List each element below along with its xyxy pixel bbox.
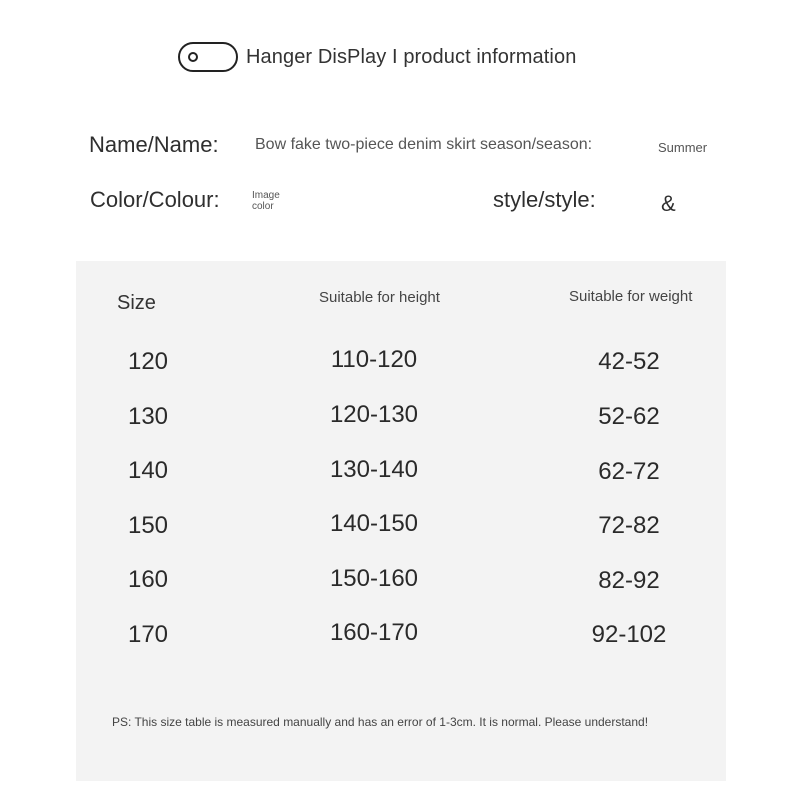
page-title: Hanger DisPlay I product information	[246, 45, 577, 68]
cell-height: 150-160	[329, 565, 419, 592]
header-size: Size	[117, 292, 156, 314]
header-height: Suitable for height	[319, 289, 440, 306]
cell-weight: 72-82	[598, 512, 660, 539]
size-table	[76, 261, 726, 781]
cell-size: 150	[127, 512, 169, 539]
header-weight: Suitable for weight	[569, 288, 693, 305]
name-value: Bow fake two-piece denim skirt season/season:	[255, 136, 593, 153]
color-value-line2: color	[252, 201, 274, 212]
cell-weight: 62-72	[598, 458, 660, 485]
cell-height: 160-170	[329, 619, 419, 646]
disclaimer-note: PS: This size table is measured manually and has an error of 1-3cm. It is normal. Please understand!	[112, 715, 649, 729]
cell-height: 130-140	[329, 456, 419, 483]
cell-height: 120-130	[329, 401, 419, 428]
season-value: Summer	[658, 140, 708, 155]
style-label: style/style:	[493, 187, 596, 212]
cell-height: 140-150	[329, 510, 419, 537]
color-value	[252, 190, 280, 212]
cell-size: 120	[127, 348, 169, 375]
cell-size: 160	[127, 566, 169, 593]
cell-weight: 92-102	[591, 621, 667, 648]
style-value: &	[661, 191, 676, 216]
cell-weight: 82-92	[598, 567, 660, 594]
cell-size: 140	[127, 457, 169, 484]
name-label: Name/Name:	[89, 132, 219, 157]
header	[178, 40, 576, 74]
cell-size: 170	[127, 621, 169, 648]
color-value-line1: Image	[252, 190, 280, 201]
cell-size: 130	[127, 403, 169, 430]
cell-weight: 52-62	[598, 403, 660, 430]
toggle-icon	[178, 42, 238, 72]
cell-height: 110-120	[330, 346, 418, 373]
color-label: Color/Colour:	[90, 187, 220, 212]
cell-weight: 42-52	[598, 348, 660, 375]
